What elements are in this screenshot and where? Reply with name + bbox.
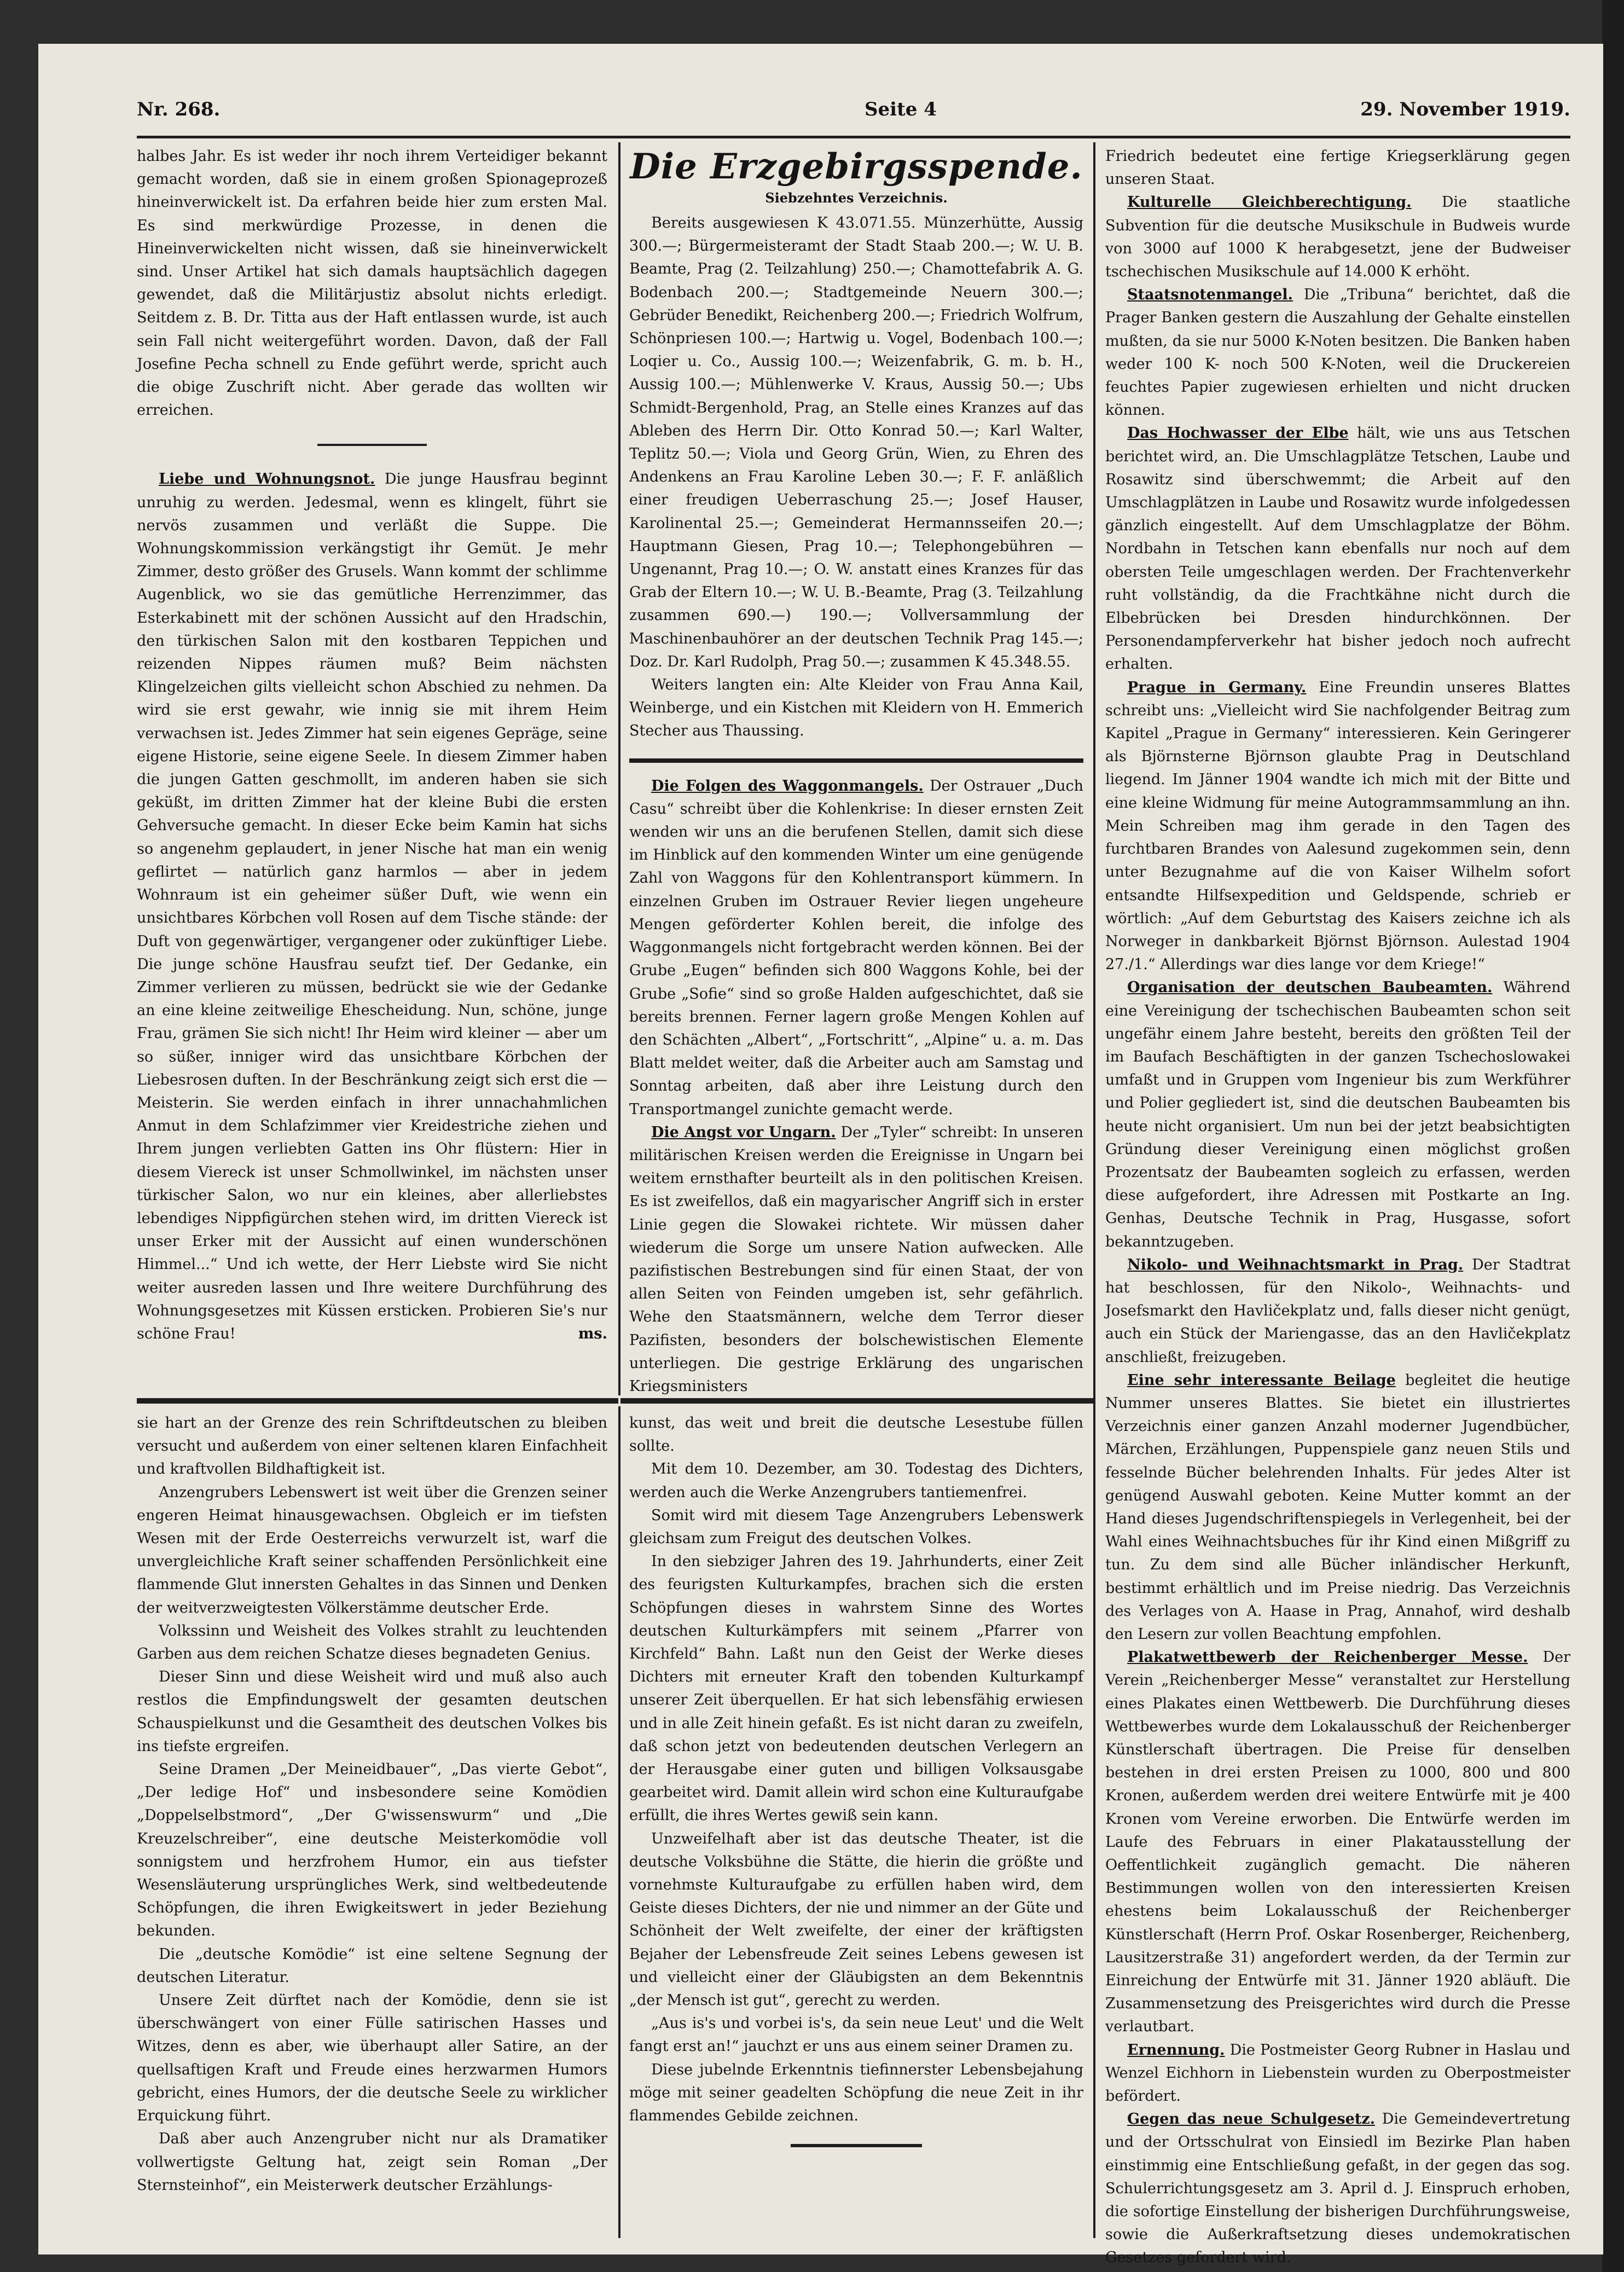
article-waggonmangel-body: Der Ostrauer „Duch Casu“ schreibt über die Kohlenkrise: In dieser ernsten Zeit wenden wir uns an die berufenen Stellen, damit sich diese im Hinblick auf den kommenden Winter um eine genügende Zahl von Waggons für den Kohlentransport kümmern. In einzelnen Gruben im Ostrauer Revier liegen ungeheure Mengen geförderter Kohlen bereit, die infolge des Waggonmangels nicht fortgebracht werden können. Bei der Grube „Eugen“ befinden sich 800 Waggons Kohle, bei der Grube „Sofie“ sind so große Halden aufgeschichtet, daß sie bereits brennen. Ferner lagern große Mengen Kohlen auf den Schächten „Albert“, „Fortschritt“, „Alpine“ u. a. m. Das Blatt meldet weiter, daß die Arbeiter auch am Samstag und Sonntag arbeiten, daß aber ihre Leistung durch den Transportmangel zunichte gemacht werde. [629, 777, 1083, 1118]
anzengruber-m2: Mit dem 10. Dezember, am 30. Todestag des Dichters, werden auch die Werke Anzengrubers tantiemenfrei. [629, 1460, 1083, 1501]
issue-number: Nr. 268. [137, 98, 221, 120]
article-gleichberechtigung-body: Die staatliche Subvention für die deutsche Musikschule in Budweis wurde von 3000 auf 1000 K herabgesetzt, jene der Budweiser tschechischen Musikschule auf 14.000 K erhöht. [1105, 194, 1570, 281]
section-rule-mid [620, 1398, 1093, 1404]
article-schulgesetz-body: Die Gemeindevertretung und der Ortsschulrat von Einsiedl im Bezirke Plan haben einstimmig eine Entschließung gefaßt, in der gegen das sog. Schulerrichtungsgesetz am 3. April d. J. Einspruch erhoben, die sofortige Einstellung der bisherigen Durchführungsweise, sowie die Außerkraftsetzung dieses undemokratischen Gesetzes gefordert wird. [1105, 2111, 1570, 2267]
issue-date: 29. November 1919. [1360, 98, 1570, 120]
article-prague-germany-body: Eine Freundin unseres Blattes schreibt uns: „Vielleicht wird Sie nachfolgender Beitrag zum Kapitel „Prague in Germany“ interessieren. Kein Geringerer als Björnsterne Björnson glaubte Prag in Deutschland liegend. Im Jänner 1904 wandte ich mich mit der Bitte und eine kleine Widmung für meine Autogrammsammlung an ihn. Mein Schreiben mag ihm gerade in den Tagen des furchtbaren Brandes von Aalesund zugekommen sein, denn unter Bezugnahme auf die von Kaiser Wilhelm sofort entsandte Hilfsexpedition und Geldspende, schrieb er wörtlich: „Auf dem Geburtstag des Kaisers zeichne ich als Norweger in dankbarkeit Björnst Björnson. Aulestad 1904 27./1.“ Allerdings war dies lange vor dem Kriege!“ [1105, 679, 1570, 973]
headline-waggonmangel: Die Folgen des Waggonmangels. [651, 777, 924, 795]
page-header [137, 98, 1570, 131]
article-beilage-body: begleitet die heutige Nummer unseres Blattes. Sie bietet ein illustriertes Verzeichnis einer ganzen Anzahl moderner Jugendbücher, Märchen, Erzählungen, Puppenspiele ganz neuen Stils und fesselnde Bücher belehrenden Inhalts. Für jedes Alter ist genügend Auswahl geboten. Keine Mutter kommt an der Hand dieses Jugendschriftenspiegels in Verlegenheit, bei der Wahl eines Weihnachtsbuches für ihr Kind einen Mißgriff zu tun. Zu dem sind alle Bücher inländischer Herkunft, bestimmt erhältlich und im Preise niedrig. Das Verzeichnis des Verlages von A. Haase in Prag, Annahof, wird deshalb den Lesern zur vollen Beachtung empfohlen. [1105, 1371, 1570, 1643]
anzengruber-p3: Volkssinn und Weisheit des Volkes strahlt zu leuchtenden Garben aus dem reichen Schatze dieses begnadeten Genius. [137, 1622, 607, 1663]
headline-liebe: Liebe und Wohnungsnot. [159, 471, 375, 488]
headline-schulgesetz: Gegen das neue Schulgesetz. [1127, 2111, 1375, 2128]
headline-beilage: Eine sehr interessante Beilage [1127, 1371, 1396, 1389]
headline-weihnachtsmarkt: Nikolo- und Weihnachtsmarkt in Prag. [1127, 1256, 1464, 1273]
article-staatsnotenmangel [1105, 283, 1570, 422]
article-staatsnotenmangel-body: Die „Tribuna“ berichtet, daß die Prager Banken gestern die Auszahlung der Gehalte einstellen mußten, da sie nur 5000 K-Noten besitzen. Die Banken haben weder 100 K- noch 500 K-Noten, weil die Druckereien feuchtes Papier zugewiesen erhielten und nicht drucken können. [1105, 286, 1570, 419]
anzengruber-m5: Unzweifelhaft aber ist das deutsche Theater, ist die deutsche Volksbühne die Stätte, die hierin die größte und vornehmste Kulturaufgabe zu erfüllen haben wird, dem Geiste dieses Dichters, der nie und nimmer an der Güte und Schönheit der Welt zweifelte, der einer der kräftigsten Bejaher der Lebensfreude Zeit seines Lebens gewesen ist und vielleicht einer der Gläubigsten an dem Bekenntnis „der Mensch ist gut“, gerecht zu werden. [629, 1830, 1083, 2009]
article-liebe-wohnungsnot [137, 468, 607, 1346]
anzengruber-p6: Die „deutsche Komödie“ ist eine seltene Segnung der deutschen Literatur. [137, 1945, 607, 1986]
headline-baubeamten: Organisation der deutschen Baubeamten. [1127, 979, 1493, 996]
anzengruber-m7: Diese jubelnde Erkenntnis tiefinnerster Lebensbejahung möge mit seiner geadelten Schöpfung die neue Zeit in ihr flammendes Gebilde zeichnen. [629, 2061, 1083, 2125]
article-gleichberechtigung [1105, 191, 1570, 283]
article-prague-germany [1105, 676, 1570, 977]
headline-prague-germany: Prague in Germany. [1127, 679, 1307, 696]
page-number: Seite 4 [865, 98, 937, 120]
lower-column-middle [629, 1412, 1083, 2238]
subtitle-verzeichnis: Siebzehntes Verzeichnis. [765, 190, 948, 206]
anzengruber-p4: Dieser Sinn und diese Weisheit wird und muß also auch restlos die Empfindungswelt der gesamten deutschen Schauspielkunst und die Gesamtheit des deutschen Volkes bis ins tiefste ergreifen. [137, 1668, 607, 1755]
headline-gleichberechtigung: Kulturelle Gleichberechtigung. [1127, 194, 1412, 211]
headline-hochwasser: Das Hochwasser der Elbe [1127, 425, 1349, 442]
scan-edge [1602, 0, 1624, 2272]
title-erzgebirgsspende: Die Erzgebirgsspende. [630, 146, 1083, 187]
donation-list: Bereits ausgewiesen K 43.071.55. Münzerhütte, Aussig 300.—; Bürgermeisteramt der Stadt Staab 200.—; W. U. B. Beamte, Prag (2. Teilzahlung) 250.—; Chamottefabrik A. G. Bodenbach 200.—; Stadtgemeinde Neuern 300.—; Gebrüder Benedikt, Reichenberg 200.—; Friedrich Wolfrum, Schönpriesen 100.—; Hartwig u. Vogel, Bodenbach 100.—; Loqier u. Co., Aussig 100.—; Weizenfabrik, G. m. b. H., Aussig 100.—; Mühlenwerke V. Kraus, Aussig 50.—; Ubs Schmidt-Bergenhold, Prag, an Stelle eines Kranzes auf das Ableben des Herrn Dir. Otto Konrad 50.—; Karl Walter, Teplitz 50.—; Viola und Georg Grün, Wien, zu Ehren des Andenkens an Frau Karoline Leben 30.—; F. F. anläßlich einer freudigen Ueberraschung 25.—; Josef Hauser, Karolinental 25.—; Gemeinderat Hermannsseifen 20.—; Hauptmann Giesen, Prag 10.—; Telephongebühren — Ungenannt, Prag 10.—; O. W. anstatt eines Kranzes für das Grab der Eltern 10.—; W. U. B.-Beamte, Prag (3. Teilzahlung zusammen 690.—) 190.—; Vollversammlung der Maschinenbauhörer an der deutschen Technik Prag 145.—; Doz. Dr. Karl Rudolph, Prag 50.—; zusammen K 45.348.55. [629, 215, 1083, 670]
article-hochwasser [1105, 422, 1570, 676]
anzengruber-m1: kunst, das weit und breit die deutsche Lesestube füllen sollte. [629, 1415, 1083, 1455]
anzengruber-p5: Seine Dramen „Der Meineidbauer“, „Das vierte Gebot“, „Der ledige Hof“ und insbesondere seine Komödien „Doppelselbstmord“, „Der G'wissenswurm“ und „Die Kreuzelschreiber“, eine deutsche Meisterkomödie voll sonnigstem und herzfrohem Humor, ein aus tiefster Wesensläuterung ursprüngliches Werk, sind weltbedeutende Schöpfungen, die ihren Ewigkeitswert in jeder Beziehung bekunden. [137, 1761, 607, 1940]
anzengruber-p8: Daß aber auch Anzengruber nicht nur als Dramatiker vollwertigste Geltung hat, zeigt sein Roman „Der Sternsteinhof“, ein Meisterwerk deutscher Erzählungs- [137, 2130, 607, 2194]
column-1 [137, 145, 607, 1393]
column-rule-lower [618, 1406, 620, 2238]
article-schulgesetz [1105, 2108, 1570, 2269]
article-waggonmangel [629, 775, 1083, 1121]
article-baubeamten [1105, 976, 1570, 1253]
headline-plakatwettbewerb: Plakatwettbewerb der Reichenberger Messe. [1127, 1649, 1528, 1666]
signature: ms. [578, 1325, 607, 1342]
header-rule [137, 136, 1570, 138]
anzengruber-p1: sie hart an der Grenze des rein Schriftdeutschen zu bleiben versucht und außerdem von einer seltenen klaren Einfachheit und kraftvollen Bildhaftigkeit ist. [137, 1415, 607, 1478]
lower-column-left [137, 1412, 607, 2238]
anzengruber-m4: In den siebziger Jahren des 19. Jahrhunderts, einer Zeit des feurigsten Kulturkampfes, brachen sich die ersten Schöpfungen dieses in wahrstem Sinne des Wortes deutschen Kulturkämpfers mit seinem „Pfarrer von Kirchfeld“ Bahn. Laßt nun den Geist der Werke dieses Dichters mit erneuter Kraft den tobenden Kulturkampf unserer Zeit überquellen. Er hat sich lebensfähig erwiesen und in alle Zeit hinein gefaßt. Es ist nicht daran zu zweifeln, daß schon jetzt von bedeutenden deutschen Verlegern an der Herausgabe einer guten und billigen Volksausgabe gearbeitet wird. Damit allein wird schon eine Kulturaufgabe erfüllt, die ihres Wertes gewiß sein kann. [629, 1553, 1083, 1824]
divider-double [629, 758, 1083, 763]
headline-staatsnotenmangel: Staatsnotenmangel. [1127, 286, 1293, 304]
article-spionage: halbes Jahr. Es ist weder ihr noch ihrem Verteidiger bekannt gemacht worden, daß sie in einem großen Spionageprozeß hineinverwickelt ist. Da erfahren beide hier zum ersten Mal. Es sind merkwürdige Prozesse, in denen die Hineinverwickelten nicht wissen, daß sie hineinverwickelt sind. Unser Artikel hat sich damals hauptsächlich dagegen gewendet, daß die Militärjustiz absolut nichts erledigt. Seitdem z. B. Dr. Titta aus der Haft entlassen wurde, ist auch sein Fall nicht weitergeführt worden. Davon, daß der Fall Josefine Pecha schnell zu Ende geführt werde, spricht auch die obige Zuschrift nicht. Aber gerade das wollten wir erreichen. [137, 148, 607, 419]
anzengruber-p7: Unsere Zeit dürftet nach der Komödie, denn sie ist überschwängert von einer Fülle satirischen Hasses und Witzes, denn es aber, wie überhaupt aller Satire, an der quellsaftigen Kraft und Freude eines herzwarmen Humors gebricht, eines Humors, der die deutsche Seele zu wirklicher Erquickung führt. [137, 1992, 607, 2125]
article-weihnachtsmarkt [1105, 1254, 1570, 1369]
anzengruber-m6: „Aus is's und vorbei is's, da sein neue Leut' und die Welt fangt erst an!“ jauchzt er uns aus einem seiner Dramen zu. [629, 2015, 1083, 2055]
headline-ernennung: Ernennung. [1127, 2041, 1225, 2059]
newspaper-page [38, 44, 1603, 2267]
article-weihnachtsmarkt-body: Der Stadtrat hat beschlossen, für den Nikolo-, Weihnachts- und Josefsmarkt den Havličekplatz und, falls dieser nicht genügt, auch ein Stück der Mariengasse, das an den Havličekplatz anschließt, freizugeben. [1105, 1256, 1571, 1366]
article-baubeamten-body: Während eine Vereinigung der tschechischen Baubeamten schon seit ungefähr einem Jahre besteht, bereits den größten Teil der im Baufach Beschäftigten in der ganzen Tschechoslowakei umfaßt und in Gruppen vom Ingenieur bis zum Werkführer und Polier gegliedert ist, sind die deutschen Baubeamten bis heute nicht organisiert. Um nun bei der jetzt beabsichtigten Gründung dieser Vereinigung einen möglichst großen Prozentsatz der Baubeamten sogleich zu erfassen, werden diese aufgefordert, ihre Adressen mit Postkarte an Ing. Genhas, Deutsche Technik in Prag, Husgasse, sofort bekanntzugeben. [1105, 979, 1570, 1250]
column-rule-2 [1093, 142, 1095, 2238]
article-hochwasser-body: hält, wie uns aus Tetschen berichtet wird, an. Die Umschlagplätze Tetschen, Laube und Rosawitz sind überschwemmt; die Arbeit auf den Umschlagplätzen in Laube und Rosawitz wurde infolgedessen gänzlich eingestellt. Auf dem Umschlagplatze der Böhm. Nordbahn in Tetschen kann ebenfalls nur noch auf dem obersten Teile umgeschlagen werden. Der Frachtenverkehr ruht vollständig, da die Frachtkähne nicht durch die Elbebrücken bei Dresden hindurchkönnen. Der Personendampferverkehr hat bisher jedoch noch aufrecht erhalten. [1105, 425, 1570, 673]
article-plakatwettbewerb-body: Der Verein „Reichenberger Messe“ veranstaltet zur Herstellung eines Plakates einen Wettbewerb. Die Durchführung dieses Wettbewerbes wurde dem Lokalausschuß der Reichenberger Künstlerschaft übertragen. Die Preise für denselben bestehen in drei ersten Preisen zu 1000, 800 und 800 Kronen, außerdem werden drei weitere Entwürfe mit je 400 Kronen vom Vereine erworben. Die Entwürfe werden im Laufe des Februars in einer Plakatausstellung der Oeffentlichkeit zugänglich gemacht. Die näheren Bestimmungen wollen von den interessierten Kreisen ehestens beim Lokalausschuß der Reichenberger Künstlerschaft (Herrn Prof. Oskar Rosenberger, Reichenberg, Lausitzerstraße 31) angefordert werden, da der Termin zur Einreichung der Entwürfe mit 31. Jänner 1920 abläuft. Die Zusammensetzung des Preisgerichtes wird durch die Presse verlautbart. [1105, 1649, 1570, 2036]
end-divider [791, 2144, 922, 2147]
column-3 [1105, 145, 1571, 2267]
article-ungarn-body: Der „Tyler“ schreibt: In unseren militärischen Kreisen werden die Ereignisse in Ungarn bei weitem ernsthafter beurteilt als in den politischen Kreisen. Es ist zweifellos, daß ein magyarischer Angriff sich in erster Linie gegen die Slowakei richtete. Wir müssen daher wiederum die Sorge um unsere Nation aufwecken. Alle pazifistischen Bestrebungen sind für einen Staat, der von allen Seiten von Feinden umgeben ist, sehr gefährlich. Wehe den Staatsmännern, welche dem Terror dieser Pazifisten, besonders der bolschewistischen Elemente unterliegen. Die gestrige Erklärung des ungarischen Kriegsministers [629, 1123, 1083, 1395]
divider [317, 444, 427, 446]
article-plakatwettbewerb [1105, 1646, 1570, 2038]
article-kriegserklaerung-end: Friedrich bedeutet eine fertige Kriegserklärung gegen unseren Staat. [1105, 148, 1570, 188]
article-liebe-body: Die junge Hausfrau beginnt unruhig zu werden. Jedesmal, wenn es klingelt, führt sie nervös zusammen und verläßt die Suppe. Die Wohnungskommission verkängstigt ihr Gemüt. Je mehr Zimmer, desto größer des Grusels. Wann kommt der schlimme Augenblick, wo sie das gemütliche Herrenzimmer, das Esterkabinett mit der schönen Aussicht auf den Hradschin, den türkischen Salon mit den kostbaren Teppichen und reizenden Nippes räumen muß? Beim nächsten Klingelzeichen gilts vielleicht schon Abschied zu nehmen. Da wird sie erst gewahr, wie innig sie mit ihrem Heim verwachsen ist. Jedes Zimmer hat sein eigenes Gepräge, seine eigene Historie, seine eigene Seele. In diesem Zimmer haben die jungen Gatten geschmollt, im anderen haben sie sich geküßt, im dritten Zimmer hat der kleine Bubi die ersten Gehversuche gemacht. In dieser Ecke beim Kamin hat sichs so angenehm geplaudert, in jener Nische hat man ein wenig geflirtet — natürlich ganz harmlos — aber in jedem Wohnraum ist ein geheimer süßer Duft, wie wenn ein unsichtbares Körbchen voll Rosen auf dem Tische stände: der Duft von gegenwärtiger, vergangener oder zukünftiger Liebe. Die junge schöne Hausfrau seufzt tief. Der Gedanke, ein Zimmer verlieren zu müssen, bedrückt sie wie der Gedanke an eine kleine zeitweilige Ehescheidung. Nun, schöne, junge Frau, grämen Sie sich nicht! Ihr Heim wird kleiner — aber um so süßer, inniger wird das unsichtbare Körbchen der Liebesrosen duften. In der Beschränkung zeigt sich erst die — Meisterin. Sie werden einfach in ihrer unnachahmlichen Anmut in dem Schlafzimmer vier Kreidestriche ziehen und Ihrem jungen verliebten Gatten ins Ohr flüstern: Hier in diesem Viereck ist unser Schmollwinkel, im nächsten unser türkischer Salon, wo nur ein kleines, aber allerliebstes lebendiges Nippfigürchen stehen wird, im dritten Viereck ist unser Erker mit der Aussicht auf einen wunderschönen Himmel...“ Und ich wette, der Herr Liebste wird Sie nicht weiter ausreden lassen und Ihre weitere Durchführung des Wohnungsgesetzes mit Küssen ersticken. Probieren Sie's nur schöne Frau! [137, 471, 607, 1342]
donation-goods: Weiters langten ein: Alte Kleider von Frau Anna Kail, Weinberge, und ein Kistchen mit Kleidern von H. Emmerich Stecher aus Thaussing. [629, 676, 1083, 740]
anzengruber-p2: Anzengrubers Lebenswert ist weit über die Grenzen seiner engeren Heimat hinausgewachsen. Obgleich er im tiefsten Wesen mit der Erde Oesterreichs verwurzelt ist, warf die unvergleichliche Kraft seiner schaffenden Persönlichkeit eine flammende Glut innersten Gehaltes in das Sinnen und Denken der weitverzweigtesten Völkerstämme deutscher Erde. [137, 1483, 607, 1616]
article-ernennung-body: Die Postmeister Georg Rubner in Haslau und Wenzel Eichhorn in Liebenstein wurden zu Oberpostmeister befördert. [1105, 2041, 1570, 2105]
article-beilage [1105, 1369, 1570, 1646]
article-ernennung [1105, 2039, 1570, 2108]
article-ungarn [629, 1121, 1083, 1398]
anzengruber-m3: Somit wird mit diesem Tage Anzengrubers Lebenswerk gleichsam zum Freigut des deutschen Volkes. [629, 1506, 1083, 1547]
column-2 [629, 145, 1083, 1393]
headline-ungarn: Die Angst vor Ungarn. [651, 1123, 836, 1141]
section-rule [137, 1398, 618, 1404]
column-rule-1 [618, 142, 620, 1395]
